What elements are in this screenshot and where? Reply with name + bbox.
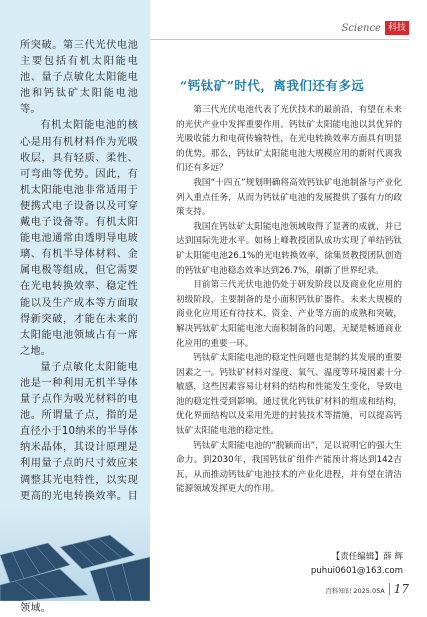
editor-label: 【责任编辑】薛 辉 xyxy=(331,552,403,562)
section-header xyxy=(341,20,409,36)
page-number: 17 xyxy=(393,582,409,596)
editor-email: puhui0601@163.com xyxy=(310,566,403,576)
left-paragraph: 所突破。第三代光伏电池主要包括有机太阳能电池、量子点敏化太阳能电池和钙钛矿太阳能电池等。 xyxy=(20,40,138,116)
body-paragraph: 钙钛矿太阳能电池的稳定性问题也是制约其发展的重要因素之一。钙钛矿材料对湿度、氧气、温度等环境因素十分敏感，这些因素容易让材料的结构和性能发生变化，导致电池的稳定性受到影响。通过优化钙钛矿材料的组成和结构，优化界面结构以及采用先进的封装技术等措施，可以提高钙钛矿太阳能电池的稳定性。 xyxy=(176,353,402,437)
body-paragraph: 钙钛矿太阳能电池的“脱颖而出”，足以说明它的强大生命力。到2030年，我国钙钛矿组件产能预计将达到142吉瓦，从而推动钙钛矿电池技术的产业化进程，并有望在清洁能源领域发挥更大的作用。 xyxy=(176,440,402,495)
body-paragraph: 第三代光伏电池代表了光伏技术的最前沿，有望在未来的光伏产业中发挥重要作用。钙钛矿太阳能电池以其优异的光吸收能力和电荷传输特性，在光电转换效率方面具有明显的优势。那么，钙钛矿太阳能电池大规模应用的新时代离我们还有多远？ xyxy=(176,105,402,174)
section-label-en: Science xyxy=(341,22,381,34)
body-paragraph: 我国“十四五”规划明确将高效钙钛矿电池制备与产业化列入重点任务，从而为钙钛矿电池的发展提供了强有力的政策支持。 xyxy=(176,177,402,218)
footer-divider xyxy=(389,583,390,595)
solar-panel-image xyxy=(0,505,150,601)
left-paragraph: 有机太阳能电池的核心是用有机材料作为光吸收层，具有轻质、柔性、可弯曲等优势。因此，有机太阳能电池非常适用于便携式电子设备以及可穿戴电子设备等。有机太阳能电池通常由透明导电玻璃、有机半导体材料、金属电极等组成，但它需要在光电转换效率、稳定性能以及生产成本等方面取得新突破，才能在未来的太阳能电池领域占有一席之地。 xyxy=(20,120,138,357)
body-paragraph: 我国在钙钛矿太阳能电池领域取得了显著的成就，并已达到国际先进水平。如杨上峰教授团队成功实现了单结钙钛矿太阳能电池26.1%的光电转换效率，徐集贤教授团队创造的钙钛矿电池稳态效率达到26.7%，刷新了世界纪录。 xyxy=(176,221,402,276)
issue-label: 百科知识 2025.05A xyxy=(325,587,385,595)
section-tag-cn: 科技 xyxy=(385,21,409,35)
body-paragraph: 目前第三代光伏电池仍处于研发阶段以及商业化应用的初级阶段，主要制备的是小面积钙钛矿器件。未来大规模的商业化应用还有待技术、资金、产业等方面的成熟和突破，解决钙钛矿太阳能电池大面积制备的问题，无疑是畅通商业化应用的重要一环。 xyxy=(176,280,402,349)
page-footer xyxy=(325,582,409,596)
editor-credit xyxy=(311,550,403,578)
article-body xyxy=(176,103,402,497)
header-divider xyxy=(150,39,409,40)
article-title: “钙钛矿”时代，离我们还有多远 xyxy=(180,78,365,93)
left-paragraph: 量子点敏化太阳能电池是一种利用无机半导体量子点作为吸光材料的电池。所谓量子点，指的是直径小于10纳米的半导体纳米晶体，其设计原理是利用量子点的尺寸效应来调整其光电特性，以实现更高的光电转换效率。目 领域。 xyxy=(20,361,138,615)
